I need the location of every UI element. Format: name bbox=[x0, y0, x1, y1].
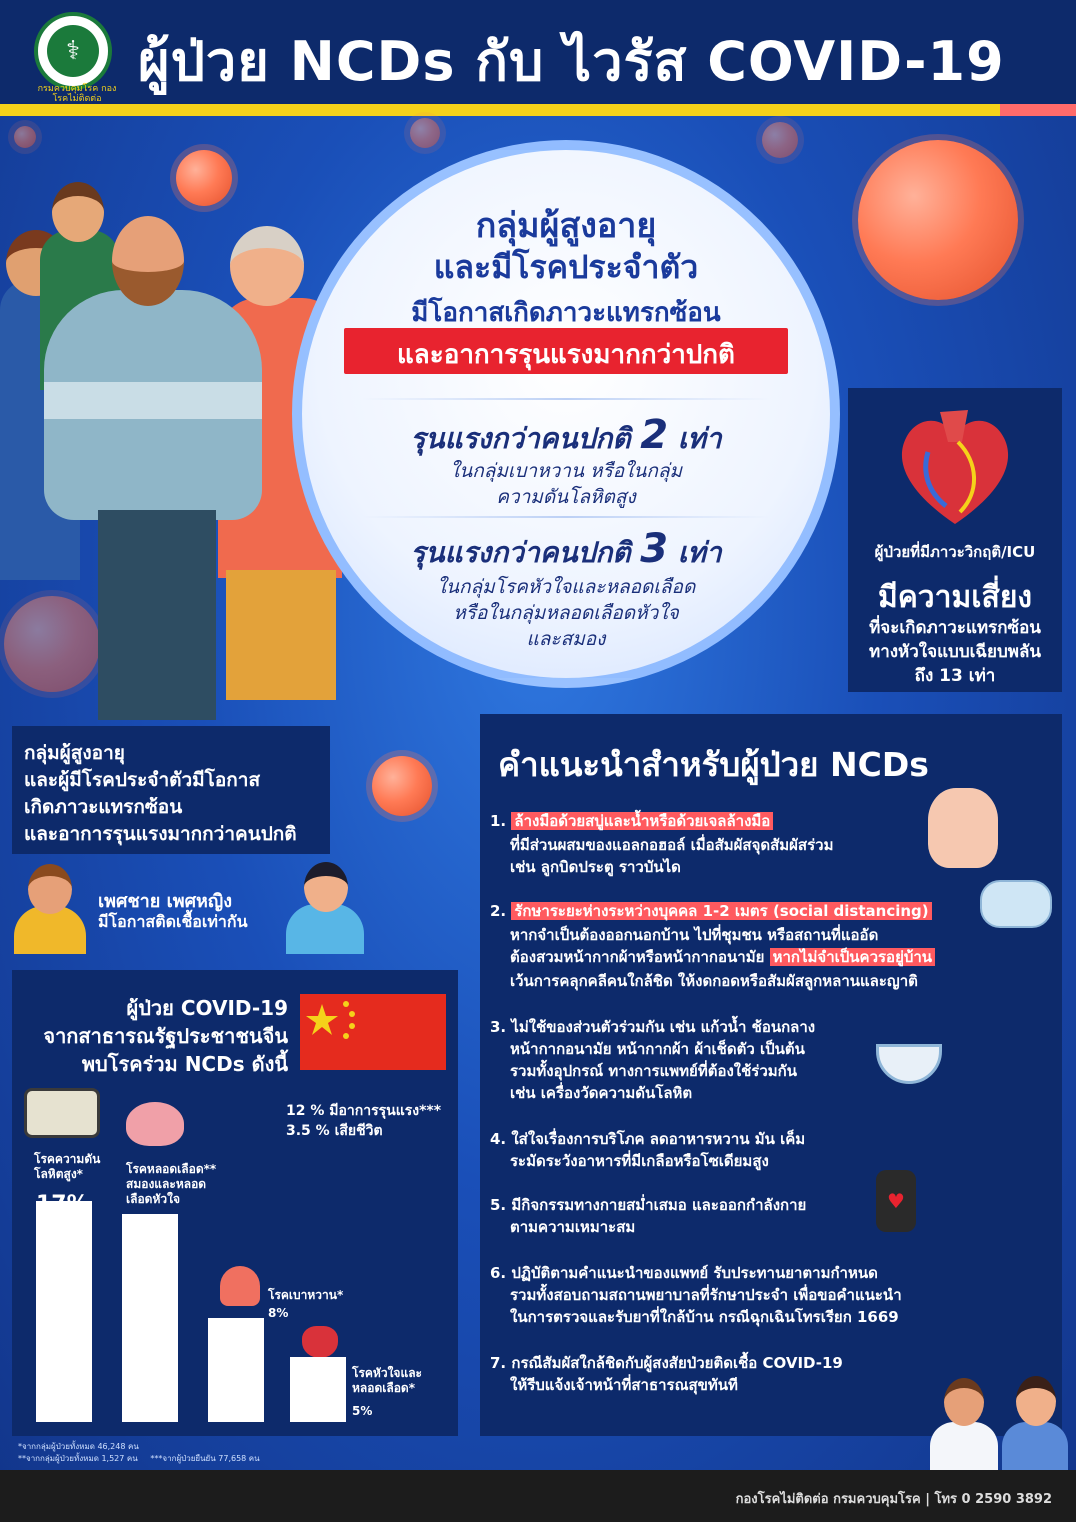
icu-line-5: ถึง 13 เท่า bbox=[914, 666, 996, 686]
stat2-desc-1: ในกลุ่มโรคหัวใจและหลอดเลือด bbox=[436, 576, 696, 598]
elderly-woman-head bbox=[230, 226, 304, 306]
footnote-2: **จากกลุ่มผู้ป่วยทั้งหมด 1,527 คน ***จากผู้ป่วยยืนยัน 77,658 คน bbox=[18, 1454, 260, 1463]
hand-washing-icon bbox=[928, 788, 998, 868]
elder-line-3: เกิดภาวะแทรกซ้อน bbox=[24, 796, 183, 818]
advice-item-4-line-1: 4. ใส่ใจเรื่องการบริโภค ลดอาหารหวาน มัน เค็ม bbox=[490, 1130, 806, 1148]
stat1-number: 2 bbox=[640, 412, 669, 458]
advice-item-2-number: 2. bbox=[490, 902, 507, 920]
advice-item-1 bbox=[490, 810, 773, 832]
advice-item-2-line-4: เว้นการคลุกคลีคนใกล้ชิด ให้งดกอดหรือสัมผัสลูกหลานและญาติ bbox=[510, 972, 918, 990]
virus-icon bbox=[410, 118, 440, 148]
man-avatar bbox=[8, 864, 90, 954]
circle-line-2: และมีโรคประจำตัว bbox=[433, 248, 699, 286]
advice-item-7-line-1: 7. กรณีสัมผัสใกล้ชิดกับผู้สงสัยป่วยติดเชื้อ COVID-19 bbox=[490, 1354, 843, 1372]
advice-item-2-line-3-text: ต้องสวมหน้ากากผ้าหรือหน้ากากอนามัย bbox=[510, 948, 765, 966]
elderly-risk-box bbox=[12, 726, 330, 854]
circle-line-4: และอาการรุนแรงมากกว่าปกติ bbox=[397, 340, 735, 370]
header-stripe bbox=[0, 104, 1000, 116]
elder-line-1: กลุ่มผู้สูงอายุ bbox=[24, 742, 125, 764]
advice-item-2 bbox=[490, 900, 932, 922]
bar-label-heart: โรคหัวใจและหลอดเลือด* bbox=[352, 1366, 422, 1395]
icu-line-1: ผู้ป่วยที่มีภาวะวิกฤติ/ICU bbox=[874, 543, 1036, 561]
stat2-desc-2: หรือในกลุ่มหลอดเลือดหัวใจ bbox=[453, 602, 679, 624]
advice-item-4-line-2: ระมัดระวังอาหารที่มีเกลือหรือโซเดียมสูง bbox=[510, 1152, 769, 1170]
logo-caption: กรมควบคุมโรค กองโรคไม่ติดต่อ bbox=[37, 84, 117, 104]
heart-icon bbox=[888, 402, 1022, 532]
stat1-prefix: รุนแรงกว่าคนปกติ bbox=[410, 422, 631, 455]
male-doctor-body bbox=[930, 1422, 998, 1470]
advice-item-3-line-1: 3. ไม่ใช้ของส่วนตัวร่วมกัน เช่น แก้วน้ำ ช้อนกลาง bbox=[490, 1018, 816, 1036]
bar-value-heart: 5% bbox=[352, 1404, 373, 1418]
stat-severity-2x bbox=[302, 412, 830, 461]
bar-cerebrovascular bbox=[122, 1214, 178, 1422]
header-stripe-accent bbox=[1000, 104, 1076, 116]
bar-label-hypertension: โรคความดันโลหิตสูง* bbox=[34, 1152, 101, 1181]
page-title: ผู้ป่วย NCDs กับ ไวรัส COVID-19 bbox=[138, 30, 1005, 93]
bar-label-cerebrovascular: โรคหลอดเลือด** สมองและหลอดเลือดหัวใจ bbox=[126, 1162, 217, 1206]
female-doctor-body bbox=[1002, 1422, 1068, 1470]
stat2-number: 3 bbox=[640, 526, 669, 572]
stat2-suffix: เท่า bbox=[677, 536, 722, 569]
virus-icon bbox=[372, 756, 432, 816]
icu-line-3: ที่จะเกิดภาวะแทรกซ้อน bbox=[869, 618, 1041, 638]
woman-avatar-head bbox=[304, 862, 348, 912]
china-title-1: ผู้ป่วย COVID-19 bbox=[126, 996, 288, 1020]
elder-line-2: และผู้มีโรคประจำตัวมีโอกาส bbox=[24, 769, 261, 791]
ministry-logo bbox=[34, 12, 112, 90]
heart-rate-icon: ♥ bbox=[887, 1189, 905, 1213]
smartwatch-icon bbox=[876, 1170, 916, 1232]
divider bbox=[362, 398, 770, 400]
footer-contact: กองโรคไม่ติดต่อ กรมควบคุมโรค | โทร 0 2590 3892 bbox=[735, 1492, 1052, 1507]
china-title-3: พบโรคร่วม NCDs ดังนี้ bbox=[81, 1052, 288, 1076]
bar-diabetes bbox=[208, 1318, 264, 1422]
advice-item-2-line-2: หากจำเป็นต้องออกนอกบ้าน ไปที่ชุมชน หรือสถานที่แออัด bbox=[510, 926, 879, 944]
brain-icon bbox=[126, 1102, 184, 1146]
woman-avatar bbox=[282, 862, 368, 954]
icu-line-4: ทางหัวใจแบบเฉียบพลัน bbox=[869, 642, 1041, 662]
advice-item-6-line-2: รวมทั้งสอบถามสถานพยาบาลที่รักษาประจำ เพื่อขอคำแนะนำ bbox=[510, 1286, 902, 1304]
advice-item-2-stay-home: หากไม่จำเป็นควรอยู่บ้าน bbox=[770, 948, 935, 966]
doctors-illustration bbox=[930, 1372, 1070, 1470]
gender-line-2: มีโอกาสติดเชื้อเท่ากัน bbox=[98, 912, 248, 931]
footer-bar bbox=[0, 1470, 1076, 1522]
virus-icon bbox=[762, 122, 798, 158]
china-comorbidity-box bbox=[12, 970, 458, 1436]
elder-line-4: และอาการรุนแรงมากกว่าคนปกติ bbox=[24, 823, 297, 845]
bar-value-hypertension: 17% bbox=[36, 1192, 89, 1217]
male-doctor-head bbox=[944, 1378, 984, 1426]
advice-item-2-line-3 bbox=[510, 946, 935, 968]
heart-small-icon bbox=[302, 1326, 338, 1358]
advice-item-2-highlight: รักษาระยะห่างระหว่างบุคคล 1-2 เมตร (social distancing) bbox=[511, 902, 931, 920]
virus-icon bbox=[858, 140, 1018, 300]
bar-value-cerebrovascular: 16% bbox=[124, 1218, 177, 1243]
advice-item-1-highlight: ล้างมือด้วยสบู่และน้ำหรือด้วยเจลล้างมือ bbox=[511, 812, 773, 830]
stat2-prefix: รุนแรงกว่าคนปกติ bbox=[410, 536, 631, 569]
virus-icon bbox=[14, 126, 36, 148]
footnote-1: *จากกลุ่มผู้ป่วยทั้งหมด 46,248 คน bbox=[18, 1442, 139, 1451]
bar-heart-disease bbox=[290, 1357, 346, 1422]
advice-item-5-line-2: ตามความเหมาะสม bbox=[510, 1218, 636, 1236]
man-back-head bbox=[52, 182, 104, 242]
advice-item-1-number: 1. bbox=[490, 812, 507, 830]
man-front-sweater bbox=[44, 290, 262, 520]
china-flag-icon bbox=[300, 994, 446, 1070]
divider bbox=[362, 516, 770, 518]
advice-item-5-line-1: 5. มีกิจกรรมทางกายสม่ำเสมอ และออกกำลังกาย bbox=[490, 1196, 807, 1214]
advice-item-3-line-3: รวมทั้งอุปกรณ์ ทางการแพทย์ที่ต้องใช้ร่วมกัน bbox=[510, 1062, 797, 1080]
face-mask-icon bbox=[980, 880, 1052, 928]
man-front-pants bbox=[98, 510, 216, 720]
advice-item-6-line-1: 6. ปฏิบัติตามคำแนะนำของแพทย์ รับประทานยาตามกำหนด bbox=[490, 1264, 878, 1282]
man-avatar-head bbox=[28, 864, 72, 914]
advice-item-7-line-2: ให้รีบแจ้งเจ้าหน้าที่สาธารณสุขทันที bbox=[510, 1376, 738, 1394]
severe-note: 12 % มีอาการรุนแรง*** bbox=[286, 1103, 442, 1119]
bar-hypertension bbox=[36, 1201, 92, 1422]
circle-line-3: มีโอกาสเกิดภาวะแทรกซ้อน bbox=[411, 298, 721, 328]
circle-line-1: กลุ่มผู้สูงอายุ bbox=[475, 206, 657, 246]
icu-risk-box bbox=[848, 388, 1062, 692]
ncd-advice-box bbox=[480, 714, 1062, 1436]
death-note: 3.5 % เสียชีวิต bbox=[286, 1123, 383, 1139]
sink-icon bbox=[876, 1044, 942, 1084]
blood-pressure-monitor-icon bbox=[24, 1088, 100, 1138]
advice-item-3-line-2: หน้ากากอนามัย หน้ากากผ้า ผ้าเช็ดตัว เป็นต้น bbox=[510, 1040, 805, 1058]
man-front-head bbox=[112, 216, 184, 306]
icu-line-2: มีความเสี่ยง bbox=[877, 580, 1033, 615]
advice-title: คำแนะนำสำหรับผู้ป่วย NCDs bbox=[498, 745, 929, 784]
key-message-circle bbox=[292, 140, 840, 688]
stat1-suffix: เท่า bbox=[677, 422, 722, 455]
bar-value-diabetes: 8% bbox=[268, 1306, 289, 1320]
female-doctor-head bbox=[1016, 1376, 1056, 1426]
stat-severity-3x bbox=[302, 526, 830, 575]
gender-line-1: เพศชาย เพศหญิง bbox=[98, 891, 233, 912]
advice-item-1-line-3: เช่น ลูกบิดประตู ราวบันได bbox=[510, 858, 681, 876]
dessert-icon bbox=[220, 1266, 260, 1306]
caduceus-icon: ⚕ bbox=[47, 25, 99, 77]
advice-item-6-line-3: ในการตรวจและรับยาที่ใกล้บ้าน กรณีฉุกเฉินโทรเรียก 1669 bbox=[510, 1308, 899, 1326]
china-title-2: จากสาธารณรัฐประชาชนจีน bbox=[43, 1024, 288, 1048]
stat1-desc-1: ในกลุ่มเบาหวาน หรือในกลุ่ม bbox=[449, 460, 683, 482]
bar-label-diabetes: โรคเบาหวาน* bbox=[268, 1288, 344, 1302]
advice-item-1-line-2: ที่มีส่วนผสมของแอลกอฮอล์ เมื่อสัมผัสจุดสัมผัสร่วม bbox=[510, 836, 834, 854]
advice-item-3-line-4: เช่น เครื่องวัดความดันโลหิต bbox=[510, 1084, 693, 1102]
stat1-desc-2: ความดันโลหิตสูง bbox=[496, 486, 636, 508]
stat2-desc-3: และสมอง bbox=[526, 628, 606, 650]
